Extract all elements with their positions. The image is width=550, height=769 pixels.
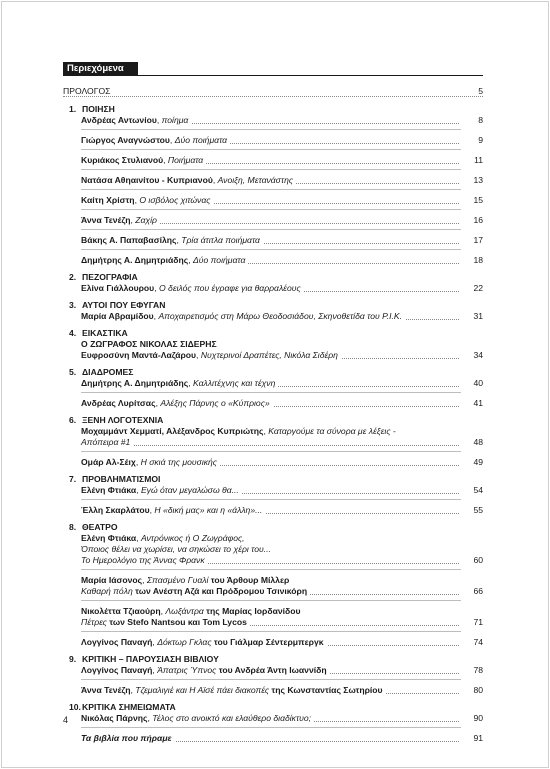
entry-work: Δόκτωρ Γκλας <box>157 637 212 647</box>
entry-work: ποίημα <box>161 115 189 125</box>
section-number: 6. <box>69 415 77 425</box>
toc-section <box>63 415 483 468</box>
entry-work: Νυχτερινοί Δραπέτες, Νικόλα Σιδέρη <box>200 350 338 360</box>
toc-entry[interactable] <box>63 533 483 566</box>
entry-work: Τα βιβλία που πήραμε <box>81 733 172 743</box>
entry-line: Καίτη Χρίστη, Ο ισβόλος χιτώνας 15 <box>81 195 483 205</box>
entry-divider <box>81 189 461 191</box>
entry-work: Λωξάντρα <box>165 606 204 616</box>
toc-section <box>63 702 483 744</box>
entry-author: Ανδρέας Λυρίτσας <box>81 398 156 408</box>
entry-work-author: της Μαρίας Ιορδανίδου <box>206 606 301 616</box>
toc-entry[interactable] <box>63 283 483 294</box>
entry-work-author: των Stefo Nantsou και Tom Lycos <box>109 617 247 627</box>
toc-title: Περιεχόμενα <box>63 62 138 75</box>
toc-entry[interactable] <box>63 505 483 516</box>
entry-work: Όποιος θέλει να χωρίσει, να σηκώσει το χέρι του... <box>81 544 271 554</box>
entry-work: Αποχαιρετισμός στη Μάρω Θεοδοσιάδου, Σκηνοθετίδα του Ρ.Ι.Κ. <box>158 311 403 321</box>
section-heading <box>63 367 483 378</box>
entry-page: 22 <box>461 283 483 294</box>
entry-line <box>81 437 483 448</box>
entry-divider <box>81 149 461 151</box>
entry-page: 11 <box>461 155 483 166</box>
entry-divider <box>81 249 461 251</box>
section-heading <box>63 702 483 713</box>
section-heading <box>63 654 483 665</box>
toc-entry[interactable] <box>63 155 483 166</box>
prologue-page: 5 <box>461 86 483 96</box>
entry-work: Πέτρες <box>81 617 107 627</box>
entry-page: 18 <box>461 255 483 266</box>
entry-line: Έλλη Σκαρλάτου, Η «δική μας» και η «άλλη»... 55 <box>81 505 483 515</box>
entry-page: 54 <box>461 485 483 496</box>
entry-line: Βάκης Α. Παπαβασίλης, Τρία άτιτλα ποιήματα 17 <box>81 235 483 245</box>
entry-author: Καίτη Χρίστη <box>81 195 135 205</box>
entry-author: Ελίνα Γιάλλουρου <box>81 283 155 293</box>
entry-page: 34 <box>461 350 483 361</box>
toc-entry[interactable] <box>63 135 483 146</box>
toc-entry[interactable] <box>63 606 483 628</box>
entry-author: Μοχαμμάντ Χεμματί, Αλέξανδρος Κυπριώτης <box>81 426 264 436</box>
section-title: ΠΡΟΒΛΗΜΑΤΙΣΜΟΙ <box>82 474 161 484</box>
entry-work-author: της Κωνσταντίας Σωτηρίου <box>271 685 383 695</box>
entry-work: Καταργούμε τα σύνορα με λέξεις - <box>268 426 396 436</box>
entry-line: Ευφροσύνη Μαντά-Λαζάρου, Νυχτερινοί Δραπέτες, Νικόλα Σιδέρη 34 <box>81 350 483 360</box>
entry-line <box>81 617 483 628</box>
entry-divider <box>81 392 461 394</box>
entry-line: Ομάρ Αλ-Σέιχ, Η σκιά της μουσικής 49 <box>81 457 483 467</box>
entry-work: Αλέξης Πάρνης ο «Κύπριος» <box>160 398 270 408</box>
entry-page: 31 <box>461 311 483 322</box>
entry-divider <box>81 209 461 211</box>
entry-work: Ανοιξη, Μετανάστης <box>217 175 294 185</box>
entry-line: Δημήτρης Α. Δημητριάδης, Καλλιτέχνης και τέχνη 40 <box>81 378 483 388</box>
entry-divider <box>81 169 461 171</box>
toc-entry[interactable] <box>63 713 483 724</box>
toc-section <box>63 272 483 294</box>
entry-author: Ελένη Φτιάκα <box>81 533 137 543</box>
entry-line: Γιώργος Αναγνώστου, Δύο ποιήματα 9 <box>81 135 483 145</box>
entry-author: Ανδρέας Αντωνίου <box>81 115 157 125</box>
entry-line <box>81 586 483 597</box>
section-heading <box>63 104 483 115</box>
entry-line: Νικόλας Πάρνης, Τέλος στο ανοικτό και ελαύθερο διαδίκτυο; 90 <box>81 713 483 723</box>
entry-work: Δύο ποιήματα <box>193 255 246 265</box>
entry-divider <box>81 229 461 231</box>
section-heading <box>63 474 483 485</box>
entry-author: Βάκης Α. Παπαβασίλης <box>81 235 177 245</box>
entry-work: Άπατρις Ύπνος <box>157 665 217 675</box>
entry-page: 80 <box>461 685 483 696</box>
section-number: 1. <box>69 104 77 114</box>
entry-line: Ελένη Φτιάκα, Αντρόνικος ή Ο Ζωγράφος, <box>81 533 459 544</box>
section-number: 5. <box>69 367 77 377</box>
section-title: ΚΡΙΤΙΚΑ ΣΗΜΕΙΩΜΑΤΑ <box>82 702 176 712</box>
section-title: ΘΕΑΤΡΟ <box>82 522 118 532</box>
toc-section <box>63 474 483 516</box>
entry-work-author: του Γιάλμαρ Σέντερμπεργκ <box>213 637 324 647</box>
entry-line: Λογγίνος Παναγή, Δόκτωρ Γκλας του Γιάλμαρ Σέντερμπεργκ 74 <box>81 637 483 647</box>
entry-line: Μοχαμμάντ Χεμματί, Αλέξανδρος Κυπριώτης, Καταργούμε τα σύνορα με λέξεις - <box>81 426 459 437</box>
toc-entry[interactable] <box>63 175 483 186</box>
section-number: 8. <box>69 522 77 532</box>
entry-page: 90 <box>461 713 483 724</box>
toc-section <box>63 104 483 266</box>
entry-author: Ελένη Φτιάκα <box>81 485 137 495</box>
toc-entry[interactable] <box>63 311 483 322</box>
toc-entry[interactable] <box>63 398 483 409</box>
entry-author: Άννα Τενέζη <box>81 685 131 695</box>
section-heading <box>63 328 483 339</box>
entry-author: Γιώργος Αναγνώστου <box>81 135 170 145</box>
entry-divider <box>81 727 461 729</box>
toc-section <box>63 654 483 696</box>
entry-page: 40 <box>461 378 483 389</box>
section-title: ΕΙΚΑΣΤΙΚΑ <box>82 328 128 338</box>
entry-line <box>81 733 483 744</box>
toc-section <box>63 367 483 409</box>
entry-author: Μαρία Αβραμίδου <box>81 311 154 321</box>
entry-page: 16 <box>461 215 483 226</box>
entry-page: 91 <box>461 733 483 744</box>
entry-author: Ευφροσύνη Μαντά-Λαζάρου <box>81 350 197 360</box>
entry-author: Δημήτρης Α. Δημητριάδης <box>81 255 189 265</box>
entry-work: Ποιήματα <box>167 155 204 165</box>
section-number: 10. <box>69 702 81 712</box>
section-subtitle-text: Ο ΖΩΓΡΑΦΟΣ ΝΙΚΟΛΑΣ ΣΙΔΕΡΗΣ <box>81 339 217 349</box>
toc-entry[interactable] <box>63 685 483 696</box>
entry-page: 49 <box>461 457 483 468</box>
entry-work: Καλλιτέχνης και τέχνη <box>193 378 276 388</box>
entry-line: Νατάσα Αθηαινίτου - Κυπριανού, Ανοιξη, Μετανάστης 13 <box>81 175 483 185</box>
entry-work: Τέλος στο ανοικτό και ελαύθερο διαδίκτυο; <box>152 713 312 723</box>
entry-divider <box>81 499 461 501</box>
entry-author: Έλλη Σκαρλάτου <box>81 505 150 515</box>
entry-page: 8 <box>461 115 483 126</box>
section-heading <box>63 272 483 283</box>
entry-work-author: των Ανέστη Αζά και Πρόδρομου Τσινικόρη <box>135 586 308 596</box>
entry-work-author: του Άρθουρ Μίλλερ <box>210 575 290 585</box>
toc-entry[interactable] <box>63 255 483 266</box>
entry-page: 74 <box>461 637 483 648</box>
entry-line: Νικολέττα Τζιαούρη, Λωξάντρα της Μαρίας Ιορδανίδου <box>81 606 459 617</box>
entry-line: Ανδρέας Αντωνίου, ποίημα 8 <box>81 115 483 125</box>
toc-entry[interactable] <box>63 215 483 226</box>
section-title: ΚΡΙΤΙΚΗ – ΠΑΡΟΥΣΙΑΣΗ ΒΙΒΛΙΟΥ <box>82 654 219 664</box>
toc-entry[interactable] <box>63 426 483 448</box>
section-subtitle <box>63 339 483 350</box>
header-rule <box>63 75 483 76</box>
entry-line: Ανδρέας Λυρίτσας, Αλέξης Πάρνης ο «Κύπριος» 41 <box>81 398 483 408</box>
entry-divider <box>81 679 461 681</box>
entry-author: Δημήτρης Α. Δημητριάδης <box>81 378 189 388</box>
entry-page: 55 <box>461 505 483 516</box>
entry-line: Δημήτρης Α. Δημητριάδης, Δύο ποιήματα 18 <box>81 255 483 265</box>
entry-work: Αντρόνικος ή Ο Ζωγράφος, <box>140 533 245 543</box>
entry-work: Δύο ποιήματα <box>174 135 228 145</box>
section-title: ΠΕΖΟΓΡΑΦΙΑ <box>82 272 138 282</box>
entry-author: Μαρία Ιάσονος <box>81 575 143 585</box>
entry-author: Λογγίνος Παναγή <box>81 637 153 647</box>
entry-work-author: του Ανδρέα Άντη Ιωαννίδη <box>218 665 327 675</box>
entry-page: 78 <box>461 665 483 676</box>
entry-work: Σπασμένο Γυαλί <box>146 575 209 585</box>
section-number: 2. <box>69 272 77 282</box>
toc-entry[interactable] <box>63 575 483 597</box>
toc-entry[interactable] <box>63 115 483 126</box>
prologue-label: ΠΡΟΛΟΓΟΣ <box>63 86 113 96</box>
entry-line <box>81 544 459 555</box>
entry-work: Τρία άτιτλα ποιήματα <box>181 235 260 245</box>
entry-line: Ελένη Φτιάκα, Εγώ όταν μεγαλώσω θα... 54 <box>81 485 483 495</box>
toc-entry[interactable] <box>63 378 483 389</box>
toc-entry[interactable] <box>63 733 483 744</box>
prologue-entry[interactable] <box>63 86 483 99</box>
entry-page: 13 <box>461 175 483 186</box>
entry-work: Εγώ όταν μεγαλώσω θα... <box>140 485 239 495</box>
toc-entry[interactable] <box>63 457 483 468</box>
toc-entry[interactable] <box>63 637 483 648</box>
entry-work: Ζαχίρ <box>135 215 157 225</box>
entry-line: Μαρία Αβραμίδου, Αποχαιρετισμός στη Μάρω Θεοδοσιάδου, Σκηνοθετίδα του Ρ.Ι.Κ. 31 <box>81 311 483 321</box>
entry-work: Ο δειλός που έγραφε για θαρραλέους <box>158 283 301 293</box>
entry-page: 17 <box>461 235 483 246</box>
toc-entry[interactable] <box>63 485 483 496</box>
toc-entry[interactable] <box>63 195 483 206</box>
entry-line: Ελίνα Γιάλλουρου, Ο δειλός που έγραφε για θαρραλέους 22 <box>81 283 483 293</box>
entry-page: 60 <box>461 555 483 566</box>
entry-line: Λογγίνος Παναγή, Άπατρις Ύπνος του Ανδρέα Άντη Ιωαννίδη 78 <box>81 665 483 675</box>
entry-divider <box>81 631 461 633</box>
entry-work: Η σκιά της μουσικής <box>140 457 217 467</box>
entry-page: 9 <box>461 135 483 146</box>
section-heading <box>63 415 483 426</box>
section-title: ΞΕΝΗ ΛΟΓΟΤΕΧΝΙΑ <box>82 415 164 425</box>
toc-header <box>63 62 483 76</box>
entry-divider <box>81 600 461 602</box>
table-of-contents <box>63 86 483 750</box>
section-title: ΠΟΙΗΣΗ <box>82 104 115 114</box>
entry-work: Καθαρή πόλη <box>81 586 133 596</box>
entry-author: Κυριάκος Στυλιανού <box>81 155 164 165</box>
toc-section <box>63 328 483 361</box>
entry-page: 15 <box>461 195 483 206</box>
section-number: 7. <box>69 474 77 484</box>
entry-author: Νατάσα Αθηαινίτου - Κυπριανού <box>81 175 213 185</box>
section-heading <box>63 300 483 311</box>
entry-page: 66 <box>461 586 483 597</box>
entry-work: Ο ισβόλος χιτώνας <box>139 195 211 205</box>
entry-author: Λογγίνος Παναγή <box>81 665 153 675</box>
entry-page: 41 <box>461 398 483 409</box>
entry-author: Άννα Τενέζη <box>81 215 131 225</box>
toc-section <box>63 300 483 322</box>
toc-entry[interactable] <box>63 665 483 676</box>
toc-entry[interactable] <box>63 235 483 246</box>
entry-divider <box>81 129 461 131</box>
section-title: ΑΥΤΟΙ ΠΟΥ ΕΦΥΓΑΝ <box>82 300 166 310</box>
section-number: 9. <box>69 654 77 664</box>
entry-work: Η «δική μας» και η «άλλη»... <box>154 505 263 515</box>
toc-entry[interactable] <box>63 350 483 361</box>
section-title: ΔΙΑΔΡΟΜΕΣ <box>82 367 134 377</box>
entry-page: 71 <box>461 617 483 628</box>
entry-line: Κυριάκος Στυλιανού, Ποιήματα 11 <box>81 155 483 165</box>
entry-line: Άννα Τενέζη, Τζεμαλιγιέ και Η Αϊσέ πάει διακοπές της Κωνσταντίας Σωτηρίου 80 <box>81 685 483 695</box>
entry-work: Απόπειρα #1 <box>81 437 131 447</box>
entry-page: 48 <box>461 437 483 448</box>
entry-author: Νικολέττα Τζιαούρη <box>81 606 161 616</box>
entry-divider <box>81 451 461 453</box>
entry-work: Το Ημερολόγιο της Άννας Φρανκ <box>81 555 205 565</box>
section-number: 3. <box>69 300 77 310</box>
entry-author: Νικόλας Πάρνης <box>81 713 148 723</box>
section-number: 4. <box>69 328 77 338</box>
section-heading <box>63 522 483 533</box>
page-number: 4 <box>63 715 69 725</box>
entry-line <box>81 555 483 566</box>
entry-line: Μαρία Ιάσονος, Σπασμένο Γυαλί του Άρθουρ Μίλλερ <box>81 575 459 586</box>
entry-divider <box>81 569 461 571</box>
entry-work: Τζεμαλιγιέ και Η Αϊσέ πάει διακοπές <box>135 685 270 695</box>
entry-line: Άννα Τενέζη, Ζαχίρ 16 <box>81 215 483 225</box>
entry-author: Ομάρ Αλ-Σέιχ <box>81 457 136 467</box>
toc-section <box>63 522 483 648</box>
